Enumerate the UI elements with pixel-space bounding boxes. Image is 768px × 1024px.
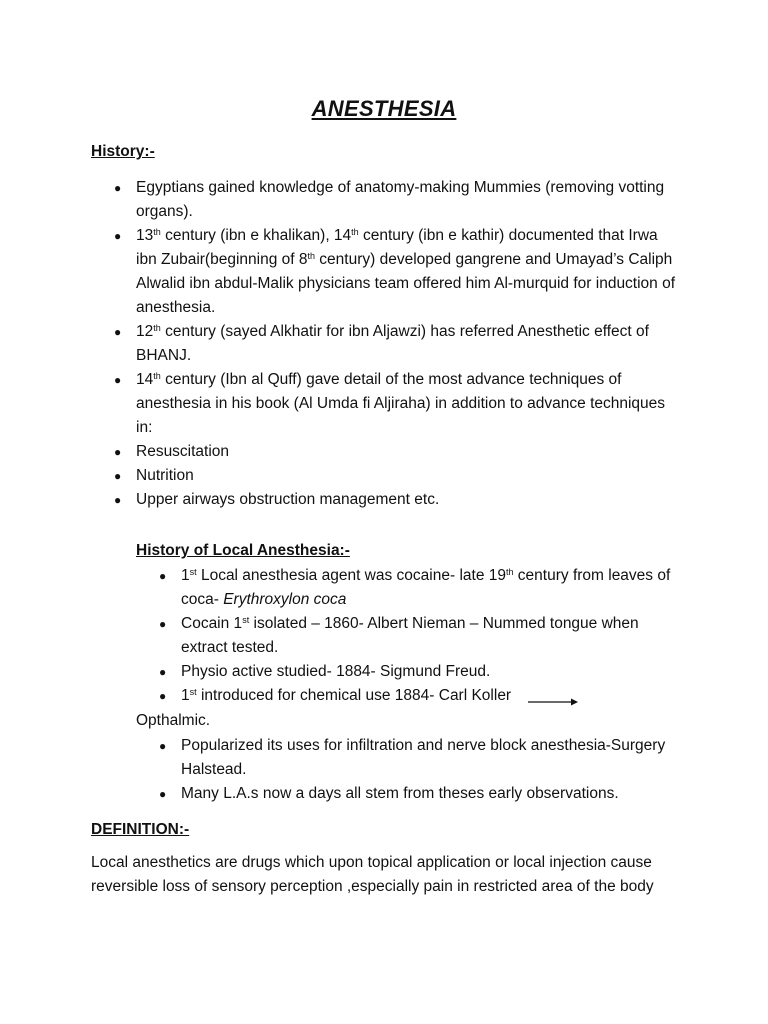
superscript: st [189, 687, 197, 697]
item-text: 1 [181, 567, 190, 584]
item-text: 14 [136, 371, 154, 388]
bullet-icon: ● [114, 181, 122, 195]
italic-species-name: Erythroxylon coca [223, 591, 347, 608]
item-text: Egyptians gained knowledge of anatomy-making Mummies (removing votting organs). [136, 179, 665, 220]
item-text: century (Ibn al Quff) gave detail of the most advance techniques of anesthesia in his book (Al Umda fi Aljiraha) in addition to advance techniques in: [136, 371, 666, 436]
item-text: century (ibn e khalikan), 14 [160, 227, 352, 244]
list-item [114, 320, 681, 368]
item-text: 13 [136, 227, 154, 244]
local-anesthesia-heading: History of Local Anesthesia:- [136, 542, 350, 559]
list-item [114, 224, 681, 320]
list-item [114, 176, 681, 224]
item-text: century (sayed Alkhatir for ibn Aljawzi) has referred Anesthetic effect of BHANJ. [136, 323, 649, 364]
bullet-icon: ● [114, 325, 122, 339]
item-text: Many L.A.s now a days all stem from theses early observations. [181, 785, 619, 802]
item-text: Resuscitation [136, 443, 230, 460]
item-text: Popularized its uses for infiltration and nerve block anesthesia-Surgery Halstead. [181, 737, 666, 778]
list-item [159, 660, 681, 684]
history-heading: History:- [91, 143, 155, 160]
bullet-icon: ● [114, 229, 122, 243]
bullet-icon: ● [114, 469, 122, 483]
item-text: isolated – 1860- Albert Nieman – Nummed tongue when extract tested. [181, 615, 639, 656]
superscript: th [505, 567, 514, 577]
list-item [114, 488, 681, 512]
list-item [159, 612, 681, 660]
list-item [114, 440, 681, 464]
item-text: Upper airways obstruction management etc. [136, 491, 440, 508]
superscript: th [351, 227, 359, 237]
bullet-icon: ● [159, 617, 167, 631]
item-text: introduced for chemical use 1884- Carl Koller [196, 687, 512, 704]
bullet-icon: ● [159, 739, 167, 753]
bullet-icon: ● [114, 493, 122, 507]
item-text: century from leaves of coca- [181, 567, 671, 608]
local-history-list [159, 564, 681, 708]
list-item [159, 734, 681, 782]
bullet-icon: ● [114, 373, 122, 387]
item-text: Local anesthesia agent was cocaine- late 19 [196, 567, 506, 584]
list-item [114, 464, 681, 488]
list-item [159, 684, 681, 708]
superscript: th [153, 371, 161, 381]
definition-paragraph: Local anesthetics are drugs which upon topical application or local injection cause reversible loss of sensory perception ,especially pain in restricted area of the body [91, 854, 654, 895]
page-title: ANESTHESIA [311, 96, 457, 121]
bullet-icon: ● [159, 665, 167, 679]
list-item [159, 564, 681, 612]
superscript: th [153, 227, 161, 237]
local-history-list-continued [159, 734, 681, 806]
superscript: st [189, 567, 197, 577]
item-text: century (ibn e kathir) documented that Irwa ibn Zubair(beginning of 8 [136, 227, 658, 268]
superscript: st [242, 615, 250, 625]
item-text: Cocain 1 [181, 615, 243, 632]
item-text: 1 [181, 687, 190, 704]
item-text: century) developed gangrene and Umayad’s Caliph Alwalid ibn abdul-Malik physicians team offered him Al-murquid for induction of anesthesia. [136, 251, 676, 316]
superscript: th [307, 251, 315, 261]
superscript: th [153, 323, 161, 333]
bullet-icon: ● [159, 787, 167, 801]
bullet-icon: ● [159, 569, 167, 583]
list-item [159, 782, 681, 806]
right-arrow-icon [528, 698, 578, 706]
list-item [114, 368, 681, 440]
bullet-icon: ● [159, 689, 167, 703]
definition-heading: DEFINITION:- [91, 821, 190, 838]
history-list [114, 176, 681, 512]
continuation-text: Opthalmic. [136, 712, 211, 729]
item-text: Physio active studied- 1884- Sigmund Freud. [181, 663, 491, 680]
bullet-icon: ● [114, 445, 122, 459]
item-text: 12 [136, 323, 154, 340]
item-text: Nutrition [136, 467, 194, 484]
